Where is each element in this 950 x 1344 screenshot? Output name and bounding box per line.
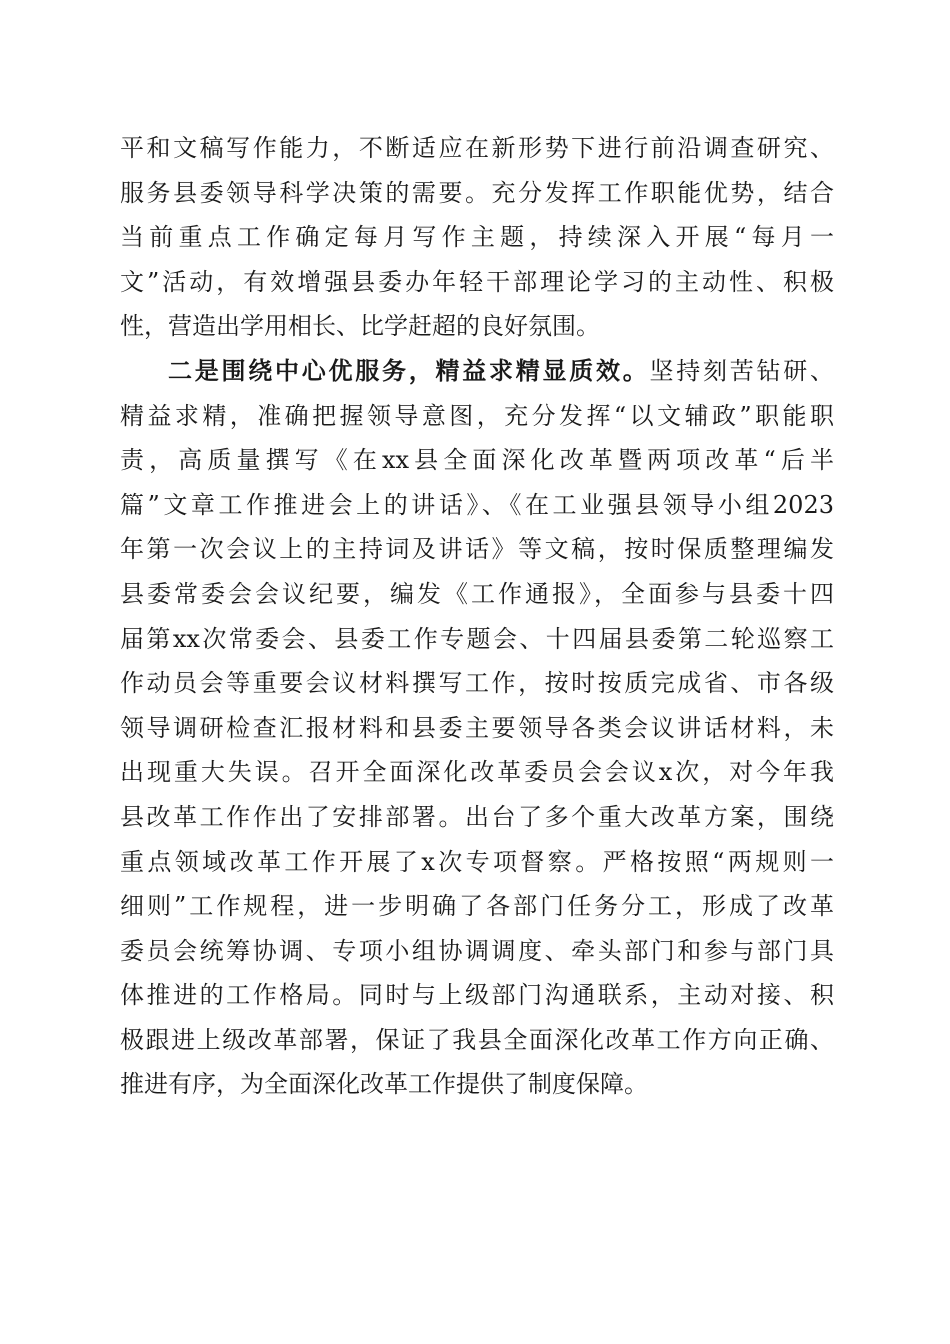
text-line: 县改革工作作出了安排部署。出台了多个重大改革方案，围绕 — [120, 802, 834, 831]
paragraph-heading: 二是围绕中心优服务，精益求精显质效。 — [168, 355, 650, 385]
text-line: 服务县委领导科学决策的需要。充分发挥工作职能优势，结合 — [120, 178, 834, 207]
text-line: 极跟进上级改革部署，保证了我县全面深化改革工作方向正确、 — [120, 1025, 834, 1054]
text-line: 委员会统筹协调、专项小组协调调度、牵头部门和参与部门具 — [120, 936, 834, 965]
text-line: 体推进的工作格局。同时与上级部门沟通联系，主动对接、积 — [120, 981, 834, 1010]
body-text — [120, 126, 834, 1107]
text-line: 年第一次会议上的主持词及讲话》等文稿，按时保质整理编发 — [120, 535, 834, 564]
text-line: 细则”工作规程，进一步明确了各部门任务分工，形成了改革 — [120, 892, 834, 921]
text-line: 县委常委会会议纪要，编发《工作通报》，全面参与县委十四 — [120, 579, 834, 608]
text-line: 篇”文章工作推进会上的讲话》、《在工业强县领导小组2023 — [120, 490, 834, 519]
text-line: 届第xx次常委会、县委工作专题会、十四届县委第二轮巡察工 — [120, 624, 834, 653]
text-line: 责，高质量撰写《在xx县全面深化改革暨两项改革“后半 — [120, 446, 834, 475]
text-line: 平和文稿写作能力，不断适应在新形势下进行前沿调查研究、 — [120, 134, 834, 162]
text-line: 精益求精，准确把握领导意图，充分发挥“以文辅政”职能职 — [120, 401, 834, 430]
text-line: 推进有序，为全面深化改革工作提供了制度保障。 — [120, 1070, 648, 1099]
text-line: 领导调研检查汇报材料和县委主要领导各类会议讲话材料，未 — [120, 713, 834, 742]
text-line: 当前重点工作确定每月写作主题，持续深入开展“每月一 — [120, 223, 834, 252]
text-line: 作动员会等重要会议材料撰写工作，按时按质完成省、市各级 — [120, 669, 834, 698]
heading-line-rest: 坚持刻苦钻研、 — [649, 356, 834, 385]
text-line: 重点领域改革工作开展了x次专项督察。严格按照“两规则一 — [120, 847, 834, 876]
text-line: 文”活动，有效增强县委办年轻干部理论学习的主动性、积极 — [120, 267, 834, 296]
text-line: 出现重大失误。召开全面深化改革委员会会议x次，对今年我 — [120, 758, 834, 787]
text-line: 性，营造出学用相长、比学赶超的良好氛围。 — [120, 312, 600, 341]
paragraph-2 — [120, 349, 834, 1107]
text-line — [120, 349, 834, 394]
paragraph-1 — [120, 126, 834, 349]
